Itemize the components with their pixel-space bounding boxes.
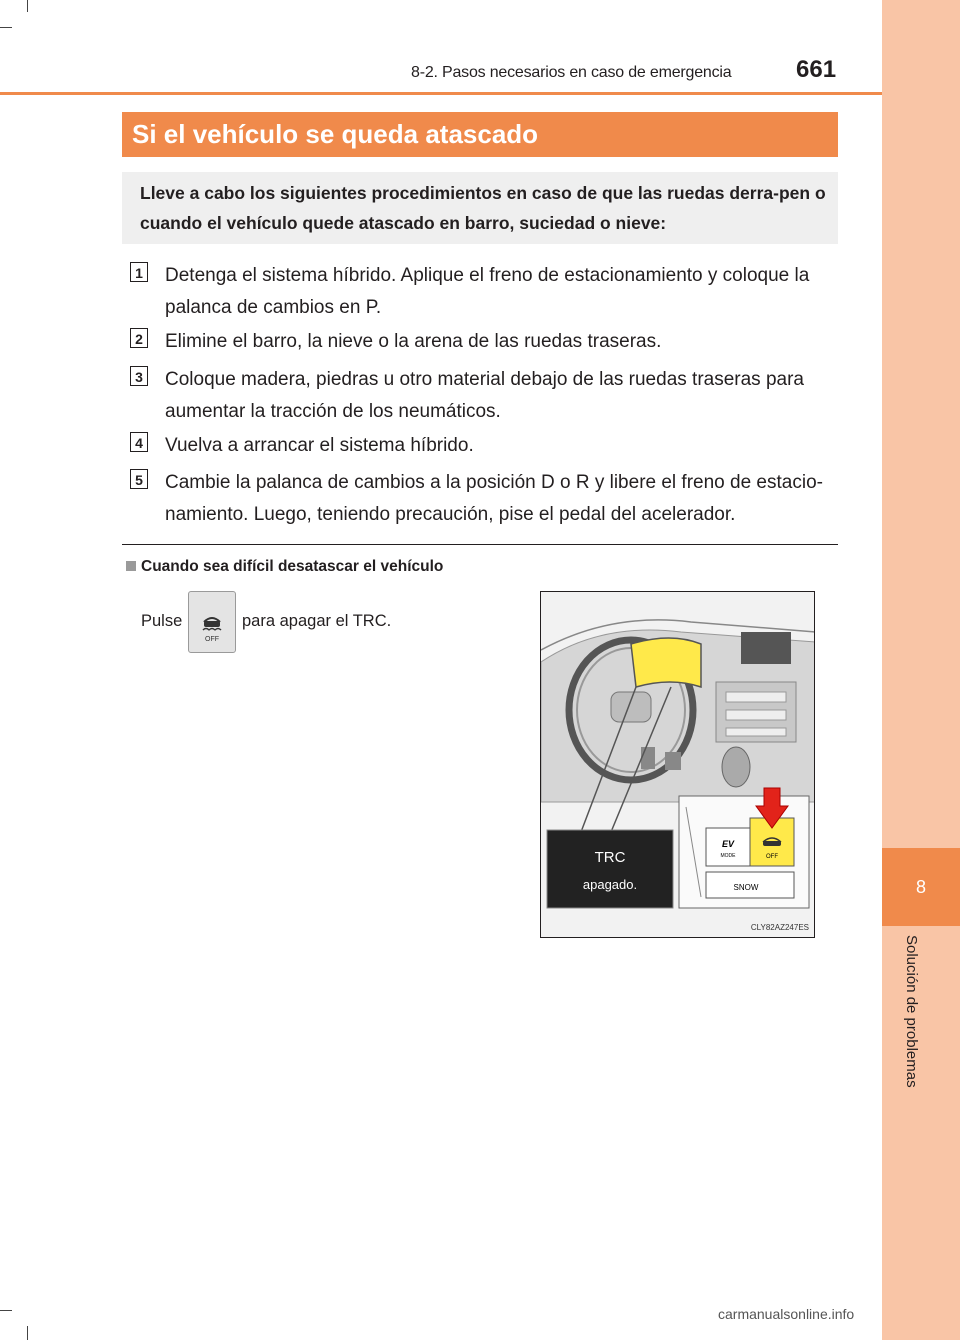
step-number: 1 — [130, 262, 148, 282]
off-label: OFF — [766, 854, 778, 860]
chapter-title: Solución de problemas — [903, 935, 920, 1088]
pulse-label: Pulse — [141, 612, 183, 630]
crop-mark — [27, 0, 28, 12]
header-rule — [0, 92, 882, 95]
step-text: Cambie la palanca de cambios a la posición D o R y libere el freno de estacio-namiento. Luego, teniendo precaución, pise el pedal del acelerador. — [165, 472, 823, 525]
section-divider — [122, 544, 838, 545]
crop-mark — [0, 1310, 12, 1311]
mode-label: MODE — [720, 853, 736, 859]
pulse-description: para apagar el TRC. — [242, 612, 392, 630]
step-text: Coloque madera, piedras u otro material debajo de las ruedas traseras para aumentar la tracción de los neumáticos. — [165, 369, 804, 422]
section-title: Si el vehículo se queda atascado — [122, 112, 838, 157]
step-text: Detenga el sistema híbrido. Aplique el freno de estacionamiento y coloque la palanca de cambios en P. — [165, 265, 810, 318]
chapter-number: 8 — [915, 876, 926, 897]
trc-status: apagado. — [582, 877, 638, 892]
subsection-title — [126, 558, 443, 576]
section-intro: Lleve a cabo los siguientes procedimientos en caso de que las ruedas derra-pen o cuando el vehículo quede atascado en barro, suciedad o nieve: — [122, 172, 838, 244]
off-text: OFF — [205, 636, 219, 643]
page-number: 661 — [796, 56, 837, 83]
chapter-tab — [882, 848, 960, 926]
crop-mark — [27, 1326, 28, 1340]
step-text: Vuelva a arrancar el sistema híbrido. — [165, 435, 474, 456]
side-strip — [882, 0, 960, 1340]
running-header: 8-2. Pasos necesarios en caso de emergencia — [411, 64, 732, 81]
step-text: Elimine el barro, la nieve o la arena de las ruedas traseras. — [165, 331, 662, 352]
dashboard-illustration — [540, 591, 815, 938]
trc-off-switch-icon — [188, 591, 236, 653]
ev-label: EV — [721, 839, 735, 849]
crop-mark — [0, 27, 12, 28]
step-number: 4 — [130, 432, 148, 452]
step-number: 2 — [130, 328, 148, 348]
watermark: carmanualsonline.info — [718, 1306, 855, 1322]
square-bullet-icon — [126, 561, 136, 571]
trc-label: TRC — [594, 849, 626, 866]
step-number: 5 — [130, 469, 148, 489]
figure-code: CLY82AZ247ES — [750, 923, 809, 932]
subsection-title-text: Cuando sea difícil desatascar el vehículo — [141, 558, 444, 575]
snow-label: SNOW — [733, 883, 759, 892]
step-number: 3 — [130, 366, 148, 386]
